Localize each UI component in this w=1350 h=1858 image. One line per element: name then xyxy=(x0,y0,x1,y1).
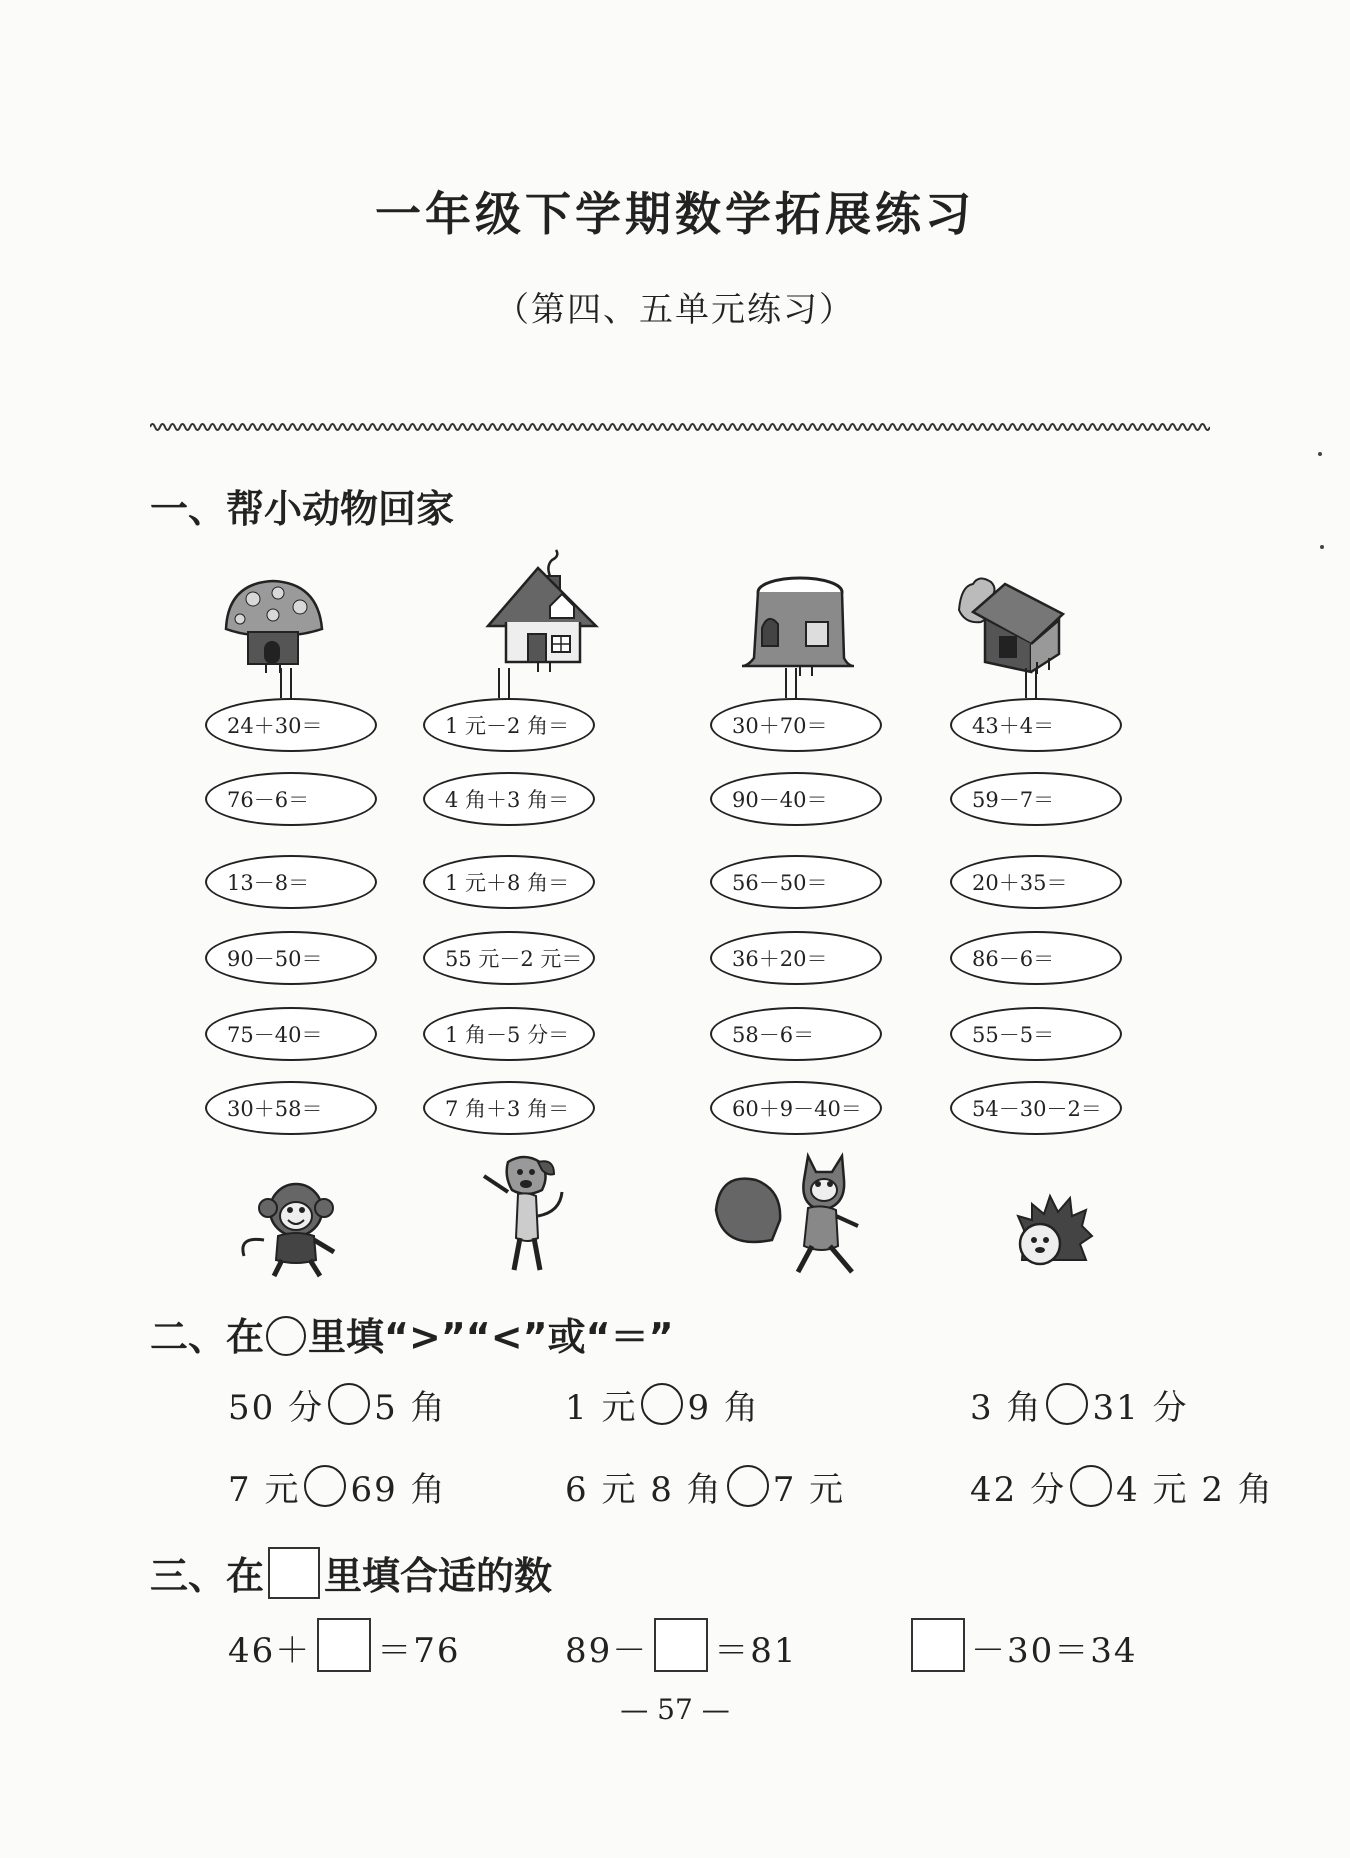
compare-circle[interactable] xyxy=(304,1465,346,1507)
fill-before: 89－ xyxy=(565,1631,649,1671)
dog-icon xyxy=(478,1152,578,1280)
equation-grid xyxy=(205,698,1165,1158)
equation-ellipse[interactable]: 43＋4＝ xyxy=(950,698,1122,752)
equation-ellipse[interactable]: 90－40＝ xyxy=(710,772,882,826)
equation-ellipse[interactable]: 24＋30＝ xyxy=(205,698,377,752)
section-3-heading-prefix: 三、在 xyxy=(150,1554,265,1598)
compare-left: 6 元 8 角 xyxy=(565,1470,723,1510)
equation-ellipse[interactable]: 30＋58＝ xyxy=(205,1081,377,1135)
equation-ellipse[interactable]: 60＋9－40＝ xyxy=(710,1081,882,1135)
compare-item[interactable] xyxy=(970,1380,1189,1429)
house-stem xyxy=(498,668,510,698)
page-number: — 57 — xyxy=(620,1693,730,1726)
section-2-heading xyxy=(150,1306,674,1361)
fill-after: ＝81 xyxy=(714,1631,798,1671)
equation-ellipse[interactable]: 59－7＝ xyxy=(950,772,1122,826)
answer-box[interactable] xyxy=(911,1618,965,1672)
compare-item[interactable] xyxy=(565,1462,845,1511)
compare-right: 9 角 xyxy=(687,1388,760,1428)
compare-right: 4 元 2 角 xyxy=(1116,1470,1274,1510)
hedgehog-icon xyxy=(1010,1190,1094,1270)
compare-left: 42 分 xyxy=(970,1470,1067,1510)
equation-ellipse[interactable]: 13－8＝ xyxy=(205,855,377,909)
section-3-heading xyxy=(150,1545,552,1600)
section-2-heading-prefix: 二、在 xyxy=(150,1315,265,1359)
compare-left: 50 分 xyxy=(228,1388,325,1428)
fill-after: ＝76 xyxy=(377,1631,461,1671)
box-placeholder-icon xyxy=(268,1547,320,1599)
section-1-heading: 一、帮小动物回家 xyxy=(150,487,455,531)
compare-item[interactable] xyxy=(565,1380,760,1429)
compare-right: 31 分 xyxy=(1092,1388,1189,1428)
compare-circle[interactable] xyxy=(328,1383,370,1425)
compare-circle[interactable] xyxy=(727,1465,769,1507)
cabin-icon xyxy=(955,570,1067,674)
equation-ellipse[interactable]: 54－30－2＝ xyxy=(950,1081,1122,1135)
fill-item[interactable] xyxy=(565,1618,798,1672)
compare-right: 69 角 xyxy=(350,1470,447,1510)
compare-circle[interactable] xyxy=(641,1383,683,1425)
fill-item[interactable] xyxy=(905,1618,1138,1672)
equation-ellipse[interactable]: 30＋70＝ xyxy=(710,698,882,752)
equation-ellipse[interactable]: 36＋20＝ xyxy=(710,931,882,985)
cottage-icon xyxy=(480,548,604,672)
section-2-heading-suffix: 里填“>”“<”或“＝” xyxy=(308,1315,674,1359)
section-3-heading-suffix: 里填合适的数 xyxy=(324,1554,553,1598)
equation-ellipse[interactable]: 55－5＝ xyxy=(950,1007,1122,1061)
fill-item[interactable] xyxy=(228,1618,461,1672)
equation-ellipse[interactable]: 1 元－2 角＝ xyxy=(423,698,595,752)
equation-ellipse[interactable]: 90－50＝ xyxy=(205,931,377,985)
house-stem xyxy=(280,668,292,698)
compare-item[interactable] xyxy=(970,1462,1274,1511)
compare-circle[interactable] xyxy=(1046,1383,1088,1425)
monkey-icon xyxy=(234,1180,354,1280)
page-subtitle: （第四、五单元练习） xyxy=(495,290,855,330)
compare-right: 7 元 xyxy=(772,1470,846,1510)
compare-left: 7 元 xyxy=(228,1470,301,1510)
wavy-divider xyxy=(150,420,1210,434)
compare-item[interactable] xyxy=(228,1380,447,1429)
compare-left: 3 角 xyxy=(970,1388,1043,1428)
equation-ellipse[interactable]: 1 角－5 分＝ xyxy=(423,1007,595,1061)
answer-box[interactable] xyxy=(317,1618,371,1672)
speck xyxy=(1318,452,1322,456)
circle-placeholder-icon xyxy=(266,1316,306,1356)
equation-ellipse[interactable]: 20＋35＝ xyxy=(950,855,1122,909)
answer-box[interactable] xyxy=(654,1618,708,1672)
fill-after: －30＝34 xyxy=(971,1631,1138,1671)
speck xyxy=(1320,545,1324,549)
equation-ellipse[interactable]: 7 角＋3 角＝ xyxy=(423,1081,595,1135)
house-stem xyxy=(1025,668,1037,698)
house-stem xyxy=(785,668,797,698)
page-title: 一年级下学期数学拓展练习 xyxy=(375,187,975,241)
equation-ellipse[interactable]: 76－6＝ xyxy=(205,772,377,826)
equation-ellipse[interactable]: 4 角＋3 角＝ xyxy=(423,772,595,826)
compare-left: 1 元 xyxy=(565,1388,638,1428)
equation-ellipse[interactable]: 56－50＝ xyxy=(710,855,882,909)
equation-ellipse[interactable]: 55 元－2 元＝ xyxy=(423,931,595,985)
squirrel-icon xyxy=(712,1150,882,1280)
stump-house-icon xyxy=(738,572,858,676)
equation-ellipse[interactable]: 86－6＝ xyxy=(950,931,1122,985)
mushroom-house-icon xyxy=(218,577,328,673)
fill-before: 46＋ xyxy=(228,1631,312,1671)
equation-ellipse[interactable]: 75－40＝ xyxy=(205,1007,377,1061)
compare-circle[interactable] xyxy=(1070,1465,1112,1507)
equation-ellipse[interactable]: 1 元＋8 角＝ xyxy=(423,855,595,909)
compare-right: 5 角 xyxy=(374,1388,447,1428)
equation-ellipse[interactable]: 58－6＝ xyxy=(710,1007,882,1061)
compare-item[interactable] xyxy=(228,1462,447,1511)
